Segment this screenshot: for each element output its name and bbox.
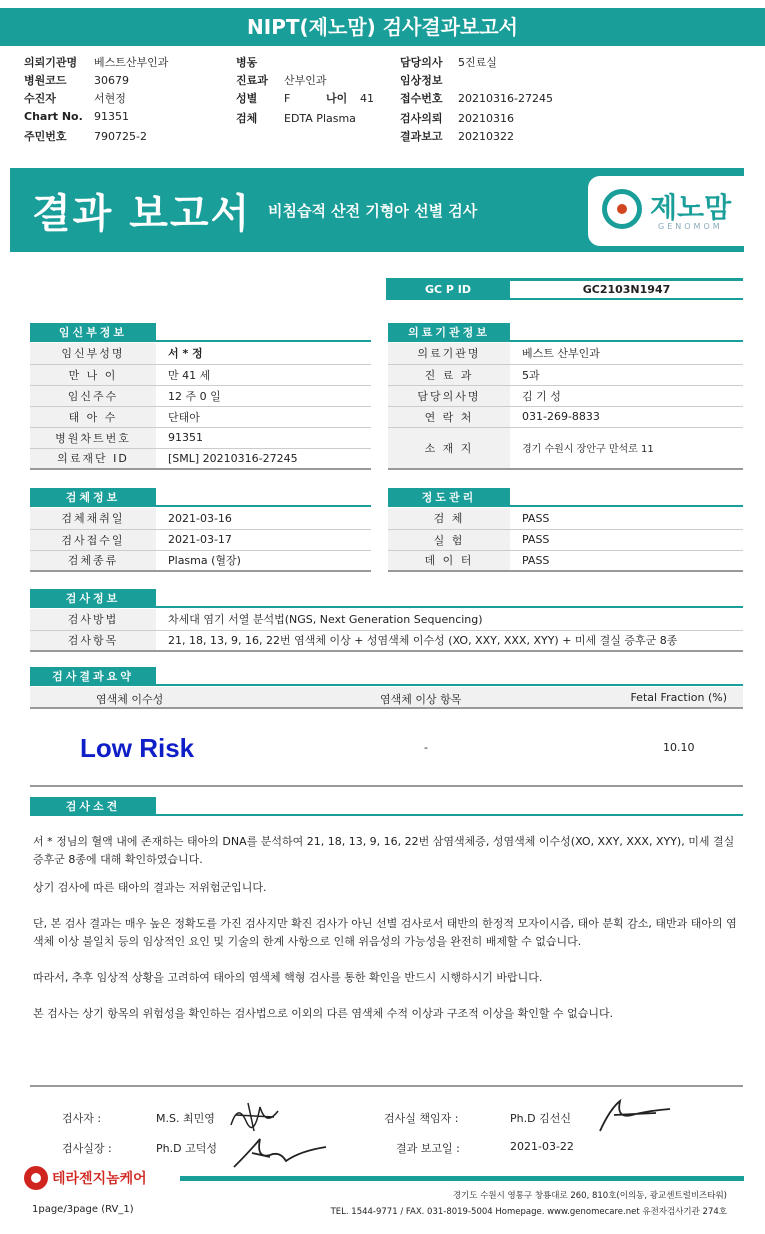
responsible-label: 검사실 책임자 : xyxy=(384,1112,459,1125)
row-key: 소 재 지 xyxy=(388,427,510,469)
row-key: 검체종류 xyxy=(30,550,156,571)
chief-name: Ph.D 고덕성 xyxy=(156,1142,217,1155)
table-row xyxy=(30,427,371,448)
row-key: 만 나 이 xyxy=(30,364,156,385)
findings-paragraph-5: 본 검사는 상기 항목의 위험성을 확인하는 검사법으로 이외의 다른 염색체 수적 이상과 구조적 이상을 확인할 수 없습니다. xyxy=(33,1007,614,1020)
row-value: 91351 xyxy=(156,427,371,448)
info-ward: 병동 xyxy=(236,56,258,69)
table-row xyxy=(30,448,371,469)
row-value: PASS xyxy=(510,529,743,550)
footer-divider xyxy=(180,1176,744,1181)
row-value: 만 41 세 xyxy=(156,364,371,385)
logo-subtext: GENOMOM xyxy=(658,222,723,231)
report-date: 2021-03-22 xyxy=(510,1140,574,1153)
info-recipient: 수진자 서현정 xyxy=(24,92,126,105)
section-underline xyxy=(156,814,743,816)
row-key: 데 이 터 xyxy=(388,550,510,571)
table-row xyxy=(30,385,371,406)
terragen-logo xyxy=(24,1166,147,1190)
row-key: 검사항목 xyxy=(30,630,156,651)
summary-header xyxy=(30,687,743,709)
institution-info-table xyxy=(388,343,743,470)
info-institution: 의뢰기관명 베스트산부인과 xyxy=(24,56,169,69)
report-title: NIPT(제노맘) 검사결과보고서 xyxy=(247,15,518,39)
test-info-table xyxy=(30,609,743,652)
section-summary: 검사결과요약 xyxy=(30,667,156,686)
qc-table xyxy=(388,508,743,572)
table-row xyxy=(30,364,371,385)
row-value: 차세대 염기 서열 분석법(NGS, Next Generation Sequencing) xyxy=(156,609,743,630)
row-key: 임신주수 xyxy=(30,385,156,406)
banner-subtitle: 비침습적 산전 기형아 선별 검사 xyxy=(268,202,478,220)
report-banner xyxy=(10,168,744,252)
section-underline xyxy=(156,606,743,608)
row-key: 검 체 xyxy=(388,508,510,529)
section-underline xyxy=(156,505,371,507)
company-name: 테라젠지놈케어 xyxy=(52,1171,147,1187)
row-key: 연 락 처 xyxy=(388,406,510,427)
info-hospital-code: 병원코드 30679 xyxy=(24,74,129,87)
row-value: [SML] 20210316-27245 xyxy=(156,448,371,469)
row-key: 검사접수일 xyxy=(30,529,156,550)
info-sex: 성별 F xyxy=(236,92,291,105)
footer-contact: TEL. 1544-9771 / FAX. 031-8019-5004 Homepage. www.genomecare.net 유전자검사기관 274호 xyxy=(330,1207,727,1217)
row-value: 21, 18, 13, 9, 16, 22번 염색체 이상 + 성염색체 이수성 (XO, XXY, XXX, XYY) + 미세 결실 증후군 8종 xyxy=(156,630,743,651)
report-title-bar xyxy=(0,8,765,46)
gcp-id-box xyxy=(386,278,743,300)
section-underline xyxy=(510,340,743,342)
row-value: PASS xyxy=(510,550,743,571)
specimen-info-table xyxy=(30,508,371,572)
table-row xyxy=(388,385,743,406)
row-key: 병원차트번호 xyxy=(30,427,156,448)
section-test-info: 검사정보 xyxy=(30,589,156,608)
terragen-logo-icon xyxy=(24,1166,48,1190)
row-value: 031-269-8833 xyxy=(510,406,743,427)
info-clinical: 임상정보 xyxy=(400,74,443,87)
info-resident-no: 주민번호 790725-2 xyxy=(24,130,147,143)
chief-label: 검사실장 : xyxy=(62,1142,112,1155)
findings-paragraph-4: 따라서, 추후 임상적 상황을 고려하여 태아의 염색체 핵형 검사를 통한 확인을 반드시 시행하시기 바랍니다. xyxy=(33,971,543,984)
footer-address-block xyxy=(331,1188,727,1220)
row-key: 실 험 xyxy=(388,529,510,550)
row-key: 검체채취일 xyxy=(30,508,156,529)
responsible-name: Ph.D 김선신 xyxy=(510,1112,571,1125)
row-value: 12 주 0 일 xyxy=(156,385,371,406)
row-key: 임신부성명 xyxy=(30,343,156,364)
table-row xyxy=(30,550,371,571)
row-value: 경기 수원시 장안구 만석로 11 xyxy=(510,427,743,469)
row-key: 태 아 수 xyxy=(30,406,156,427)
summary-col-fetal-fraction: Fetal Fraction (%) xyxy=(630,691,727,704)
genomom-logo xyxy=(588,176,754,246)
summary-col-aneuploidy: 염색체 이수성 xyxy=(96,693,164,706)
info-receipt-no: 접수번호 20210316-27245 xyxy=(400,92,553,105)
fetal-fraction-value: 10.10 xyxy=(663,741,695,754)
findings-paragraph-2: 상기 검사에 따른 태아의 결과는 저위험군입니다. xyxy=(33,881,267,894)
row-value: 2021-03-16 xyxy=(156,508,371,529)
info-doctor: 담당의사 5진료실 xyxy=(400,56,497,69)
gcp-id-value: GC2103N1947 xyxy=(582,283,671,296)
table-row xyxy=(30,508,371,529)
row-value: 단태아 xyxy=(156,406,371,427)
row-key: 검사방법 xyxy=(30,609,156,630)
row-value: PASS xyxy=(510,508,743,529)
summary-col-abnormal: 염색체 이상 항목 xyxy=(380,693,462,706)
info-age: 나이 41 xyxy=(326,92,374,105)
row-value: 베스트 산부인과 xyxy=(510,343,743,364)
table-row xyxy=(30,406,371,427)
info-test-request: 검사의뢰 20210316 xyxy=(400,112,514,125)
row-value: 2021-03-17 xyxy=(156,529,371,550)
table-row xyxy=(388,343,743,364)
tester-label: 검사자 : xyxy=(62,1112,102,1125)
info-specimen: 검체 EDTA Plasma xyxy=(236,112,356,125)
table-row xyxy=(30,609,743,630)
section-underline xyxy=(156,684,743,686)
summary-result-row xyxy=(30,709,743,787)
row-key: 진 료 과 xyxy=(388,364,510,385)
banner-title: 결과 보고서 xyxy=(32,191,252,237)
tester-name: M.S. 최민영 xyxy=(156,1112,215,1125)
risk-result: Low Risk xyxy=(80,733,195,763)
info-chart-no: Chart No. 91351 xyxy=(24,110,129,123)
abnormal-items: - xyxy=(424,741,428,754)
section-institution-info: 의료기관정보 xyxy=(388,323,510,342)
info-result-report: 결과보고 20210322 xyxy=(400,130,514,143)
row-key: 의료기관명 xyxy=(388,343,510,364)
table-row xyxy=(388,364,743,385)
findings-paragraph-1: 서 * 정님의 혈액 내에 존재하는 태아의 DNA를 분석하여 21, 18, 13, 9, 16, 22번 삼염색체증, 성염색체 이수성(XO, XXY, XXX, XYY), 미세 결실 증후군 8종에 대해 확인하였습니다. xyxy=(33,835,735,866)
section-findings: 검사소견 xyxy=(30,797,156,816)
row-key: 담당의사명 xyxy=(388,385,510,406)
section-pregnant-info: 임신부정보 xyxy=(30,323,156,342)
section-underline xyxy=(510,505,743,507)
section-qc: 정도관리 xyxy=(388,488,510,507)
signature-area xyxy=(30,1085,743,1169)
section-underline xyxy=(156,340,371,342)
table-row xyxy=(388,550,743,571)
table-row xyxy=(388,529,743,550)
row-value: Plasma (혈장) xyxy=(156,550,371,571)
responsible-signature-icon xyxy=(596,1095,676,1135)
genomom-logo-icon xyxy=(602,189,642,229)
tester-signature-icon xyxy=(226,1095,286,1135)
row-value: 서 * 정 xyxy=(156,343,371,364)
table-row xyxy=(388,406,743,427)
info-department: 진료과 산부인과 xyxy=(236,74,327,87)
logo-text: 제노맘 xyxy=(650,191,732,224)
table-row xyxy=(30,529,371,550)
row-key: 의료재단 ID xyxy=(30,448,156,469)
table-row xyxy=(388,508,743,529)
footer-address: 경기도 수원시 영통구 창룡대로 260, 810호(이의동, 광교센트럴비즈타워) xyxy=(452,1191,727,1201)
row-value: 5과 xyxy=(510,364,743,385)
page-number: 1page/3page (RV_1) xyxy=(32,1204,134,1215)
report-date-label: 결과 보고일 : xyxy=(396,1142,460,1155)
section-specimen-info: 검체정보 xyxy=(30,488,156,507)
table-row xyxy=(30,630,743,651)
findings-paragraph-3: 단, 본 검사 결과는 매우 높은 정확도를 가진 검사지만 확진 검사가 아닌 선별 검사로서 태반의 한정적 모자이시즘, 태아 분획 감소, 태반과 태아의 염색체 이상 불일치 등의 임상적인 요인 및 기술의 한계 사항으로 인해 위음성의 가능성을 완전히 배제할 수 없습니다. xyxy=(33,917,737,948)
row-value: 김 기 성 xyxy=(510,385,743,406)
table-row xyxy=(388,427,743,469)
pregnant-info-table xyxy=(30,343,371,470)
table-row xyxy=(30,343,371,364)
gcp-id-label: GC P ID xyxy=(386,281,510,298)
chief-signature-icon xyxy=(230,1131,330,1171)
